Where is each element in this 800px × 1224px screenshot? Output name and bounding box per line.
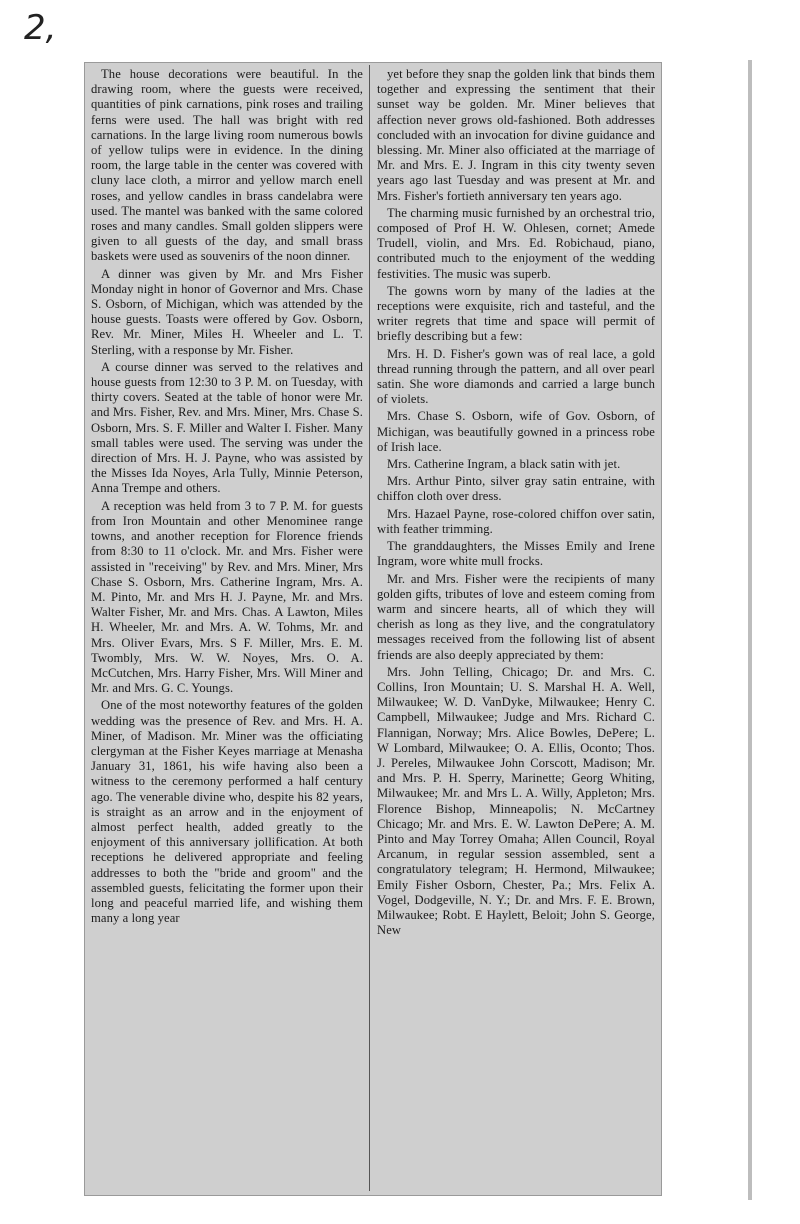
paragraph-rev-miner: One of the most noteworthy features of the golden wedding was the presence of Rev. and Mrs. H. A. Miner, of Madison. Mr. Miner was the officiating clergyman at the Fisher Keyes marriage at Menasha January 31, 1861, his wife having also been a witness to the ceremony performed a half century ago. The venerable divine who, despite his 82 years, is straight as an arrow and in the enjoyment of almost perfect health, added greatly to the enjoyment of this anniversary jollification. At both receptions he delivered appropriate and feeling addresses to both the "bride and groom" and the assembled guests, felicitating the former upon their long and peaceful married life, and wishing them many a long year — [91, 698, 363, 926]
right-column — [371, 65, 661, 1191]
paragraph-reception: A reception was held from 3 to 7 P. M. for guests from Iron Mountain and other Menominee range towns, and another reception for Florence friends from 8:30 to 11 o'clock. Mr. and Mrs. Fisher were assisted in "receiving" by Rev. and Mrs. Miner, Mrs Chase S. Osborn, Mrs. Catherine Ingram, Mrs. A. M. Pinto, Mr. and Mrs H. J. Payne, Mr. and Mrs. Walter Fisher, Mr. and Mrs. Chas. A Lawton, Miles H. Wheeler, Mr. and Mrs. A. W. Tohms, Mr. and Mrs. Oliver Evars, Mrs. S F. Miller, Mrs. E. M. Twombly, Mrs. W. W. Noyes, Mrs. O. A. McCutchen, Mrs. Harry Fisher, Mrs. Will Miner and Mr. and Mrs. G. C. Youngs. — [91, 498, 363, 696]
paragraph-absent-friends: Mrs. John Telling, Chicago; Dr. and Mrs. C. Collins, Iron Mountain; U. S. Marshal H. A. Well, Milwaukee; W. D. VanDyke, Milwaukee; Henry C. Campbell, Milwaukee; Judge and Mrs. Richard C. Flannigan, Norway; Mrs. Alice Bowles, DePere; L. W Lombard, Milwaukee; O. A. Ellis, Oconto; Thos. J. Pereles, Milwaukee John Corscott, Madison; Mr. and Mrs. P. H. Sperry, Marinette; Georg Whiting, Milwaukee; Mr. and Mrs L. A. Willy, Appleton; Mrs. Florence Bishop, Minneapolis; N. McCartney Chicago; Mr. and Mrs. E. W. Lawton DePere; A. M. Pinto and May Torrey Omaha; Allen Council, Royal Arcanum, in regular session assembled, sent a congratulatory telegram; H. Hermond, Milwaukee; Emily Fisher Osborn, Chester, Pa.; Mrs. Felix A. Vogel, Dodgeville, N. Y.; Dr. and Mrs. F. E. Brown, Milwaukee; Robt. E Haylett, Beloit; John S. George, New — [377, 664, 655, 938]
scan-edge — [748, 60, 752, 1200]
left-column — [85, 65, 370, 1191]
paragraph-gown-osborn: Mrs. Chase S. Osborn, wife of Gov. Osborn, of Michigan, was beautifully gowned in a princess robe of Irish lace. — [377, 409, 655, 454]
paragraph-monday-dinner: A dinner was given by Mr. and Mrs Fisher Monday night in honor of Governor and Mrs. Chase S. Osborn, of Michigan, which was attended by the house guests. Toasts were offered by Gov. Osborn, Rev. Mr. Miner, Miles H. Wheeler and L. T. Sterling, with a response by Mr. Fisher. — [91, 266, 363, 357]
paragraph-decorations: The house decorations were beautiful. In the drawing room, where the guests were received, quantities of pink carnations, pink roses and trailing ferns were used. The hall was bright with red carnations. In the large living room numerous bowls of yellow tulips were in evidence. In the dining room, the large table in the center was covered with cluny lace cloth, a mirror and yellow march enell roses, and yellow candles in brass candelabra were used. The mantel was banked with the same colored roses and many candles. Small golden slippers were given to all guests of the day, and small brass baskets were used as souvenirs of the noon dinner. — [91, 67, 363, 264]
paragraph-gown-fisher: Mrs. H. D. Fisher's gown was of real lace, a gold thread running through the pattern, and all over pearl satin. She wore diamonds and carried a large bunch of violets. — [377, 346, 655, 407]
paragraph-granddaughters: The granddaughters, the Misses Emily and Irene Ingram, wore white mull frocks. — [377, 539, 655, 569]
paragraph-gown-pinto: Mrs. Arthur Pinto, silver gray satin entraine, with chiffon cloth over dress. — [377, 474, 655, 504]
paragraph-course-dinner: A course dinner was served to the relatives and house guests from 12:30 to 3 P. M. on Tuesday, with thirty covers. Seated at the table of honor were Mr. and Mrs. Fisher, Rev. and Mrs. Miner, Mrs. Chase S. Osborn, Mrs. S. F. Miller and Walter I. Fisher. Many small tables were used. The serving was under the direction of Mrs. H. J. Payne, who was assisted by the Misses Ida Noyes, Arla Tully, Minnie Peterson, Anna Trempe and others. — [91, 359, 363, 496]
paragraph-gifts: Mr. and Mrs. Fisher were the recipients of many golden gifts, tributes of love and esteem coming from warm and sincere hearts, all of which they will cherish as long as they live, and the congratulatory messages received from the following list of absent friends are also deeply appreciated by them: — [377, 571, 655, 662]
paragraph-gown-payne: Mrs. Hazael Payne, rose-colored chiffon over satin, with feather trimming. — [377, 506, 655, 536]
paragraph-music: The charming music furnished by an orchestral trio, composed of Prof H. W. Ohlesen, cornet; Amede Trudell, violin, and Mrs. Ed. Robichaud, piano, contributed much to the enjoyment of the wedding festivities. The music was superb. — [377, 205, 655, 281]
paragraph-gowns-intro: The gowns worn by many of the ladies at the receptions were exquisite, rich and tasteful, and the writer regrets that time and space will permit of briefly describing but a few: — [377, 283, 655, 344]
page-number: 2, — [24, 8, 57, 48]
paragraph-gown-ingram: Mrs. Catherine Ingram, a black satin with jet. — [387, 457, 621, 472]
paragraph-continuation: yet before they snap the golden link that binds them together and expressing the sentiment that their sunset way be golden. Mr. Miner believes that affection never grows old-fashioned. Both addresses concluded with an invocation for divine guidance and blessing. Mr. Miner also officiated at the marriage of Mr. and Mrs. E. J. Ingram in this city twenty seven years ago last Tuesday and was present at Mr. and Mrs. Fisher's fortieth anniversary ten years ago. — [377, 67, 655, 203]
newspaper-clipping — [84, 62, 662, 1196]
